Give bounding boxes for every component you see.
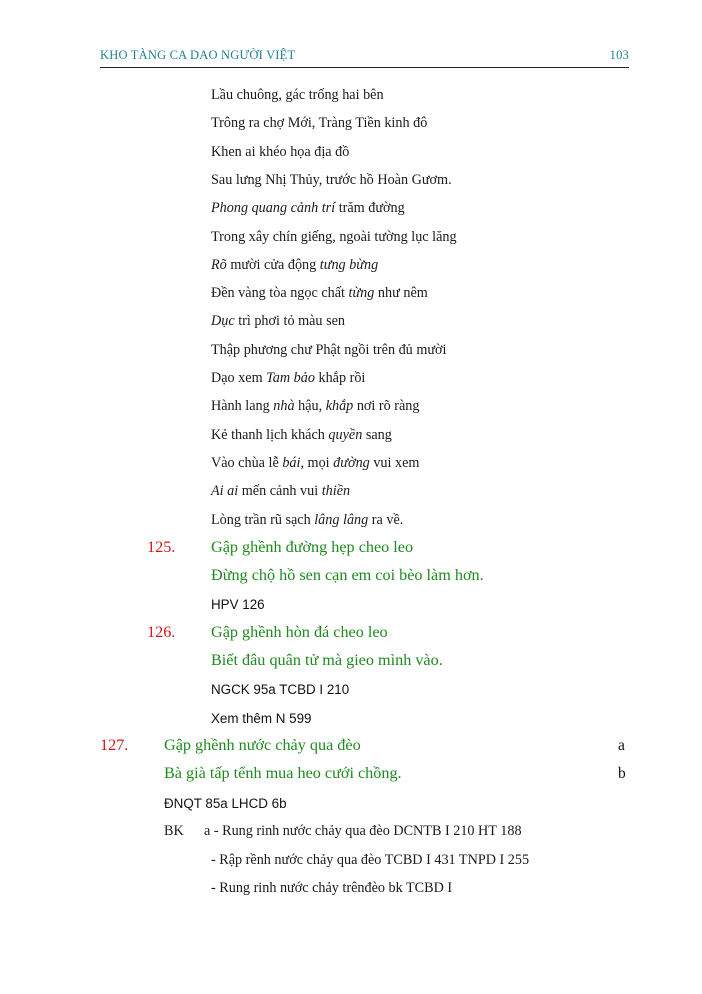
verse-line <box>211 313 345 330</box>
italic-term: đường <box>333 454 370 471</box>
verse-line <box>211 455 419 472</box>
variant-line: - Rập rềnh nước chảy qua đèo TCBD I 431 TNPD I 255 <box>211 852 530 868</box>
italic-term: Phong quang cảnh trí <box>211 200 336 217</box>
verse-line <box>211 483 350 500</box>
source-reference: Xem thêm N 599 <box>211 711 312 726</box>
verse-line: Gập ghềnh hòn đá cheo leo <box>211 623 388 641</box>
verse-text: nơi rõ ràng <box>353 398 420 415</box>
italic-term: từng <box>348 285 375 302</box>
verse-text: Thập phương chư Phật ngồi trên đủ mười <box>211 341 447 358</box>
verse-text: mến cảnh vui <box>238 483 322 500</box>
italic-term: tưng bừng <box>319 256 379 273</box>
source-reference: HPV 126 <box>211 597 265 612</box>
italic-term: nhà <box>273 398 295 415</box>
verse-text: sang <box>362 426 392 443</box>
italic-term: khắp <box>325 398 354 415</box>
verse-line <box>211 87 384 104</box>
verse-text: mười cửa động <box>226 256 320 273</box>
verse-text: Lầu chuông, gác trống hai bên <box>211 87 384 103</box>
verse-line <box>211 200 405 217</box>
line-marker: a <box>618 737 625 754</box>
italic-term: Dục <box>211 313 235 330</box>
header-title: KHO TÀNG CA DAO NGƯỜI VIỆT <box>100 48 296 62</box>
italic-term: lâng lâng <box>314 511 369 528</box>
verse-line <box>211 257 378 274</box>
verse-text: Đền vàng tòa ngọc chất <box>211 285 349 302</box>
verse-text: , mọi <box>300 454 334 471</box>
verse-text: trì phơi tỏ màu sen <box>234 313 345 330</box>
verse-text: Khen ai khéo họa địa đồ <box>211 143 350 160</box>
italic-term: thiền <box>321 483 351 500</box>
entry-number: 126. <box>147 623 176 641</box>
entry-number: 127. <box>100 736 129 754</box>
verse-text: vui xem <box>369 454 420 471</box>
verse-line <box>211 342 447 359</box>
verse-line: Bà già tấp tểnh mua heo cưới chồng. <box>164 764 402 782</box>
verse-line <box>211 144 349 161</box>
verse-text: Trong xây chín giếng, ngoài tường lục lăng <box>211 228 457 245</box>
entry-number: 125. <box>147 538 176 556</box>
header-rule <box>100 67 629 68</box>
verse-text: Vào chùa lễ <box>211 454 283 471</box>
verse-line <box>211 285 428 302</box>
verse-line: Gập ghềnh nước chảy qua đèo <box>164 736 361 754</box>
verse-line <box>211 512 403 529</box>
source-reference: NGCK 95a TCBD I 210 <box>211 682 350 697</box>
italic-term: Rõ <box>211 256 227 273</box>
source-reference: ĐNQT 85a LHCD 6b <box>164 796 287 811</box>
verse-text: Sau lưng Nhị Thủy, trước hồ Hoàn Gươm. <box>211 171 452 188</box>
verse-line <box>211 172 452 189</box>
verse-line: Biết đâu quân tử mà gieo mình vào. <box>211 651 443 669</box>
verse-text: như nêm <box>374 285 428 302</box>
verse-line <box>211 427 392 444</box>
verse-text: Dạo xem <box>211 370 267 386</box>
italic-term: Ai ai <box>211 483 239 500</box>
verse-text: hậu, <box>294 398 326 415</box>
verse-text: trăm đường <box>335 200 405 217</box>
verse-line <box>211 115 427 132</box>
verse-text: ra về. <box>368 511 404 528</box>
line-marker: b <box>618 765 626 782</box>
verse-line: Đừng chộ hồ sen cạn em coi bèo làm hơn. <box>211 566 484 584</box>
verse-line <box>211 229 457 246</box>
verse-line: Gập ghềnh đường hẹp cheo leo <box>211 538 414 556</box>
italic-term: Tam bảo <box>266 370 315 386</box>
italic-term: quyền <box>328 426 363 443</box>
page-number: 103 <box>609 48 629 62</box>
verse-line <box>211 398 420 415</box>
verse-text: Lòng trần rũ sạch <box>211 511 315 528</box>
verse-text: Trông ra chợ Mới, Tràng Tiền kinh đô <box>211 115 428 132</box>
italic-term: bái <box>282 454 301 471</box>
verse-line <box>211 370 365 387</box>
variant-line: - Rung rinh nước chảy trênđèo bk TCBD I <box>211 880 453 896</box>
variant-label: BK <box>164 823 184 839</box>
verse-text: Hành lang <box>211 398 274 415</box>
running-header <box>100 48 629 63</box>
variant-line: a - Rung rinh nước chảy qua đèo DCNTB I 210 HT 188 <box>204 823 522 839</box>
verse-text: Kẻ thanh lịch khách <box>211 426 329 443</box>
verse-text: khắp rồi <box>314 370 366 386</box>
